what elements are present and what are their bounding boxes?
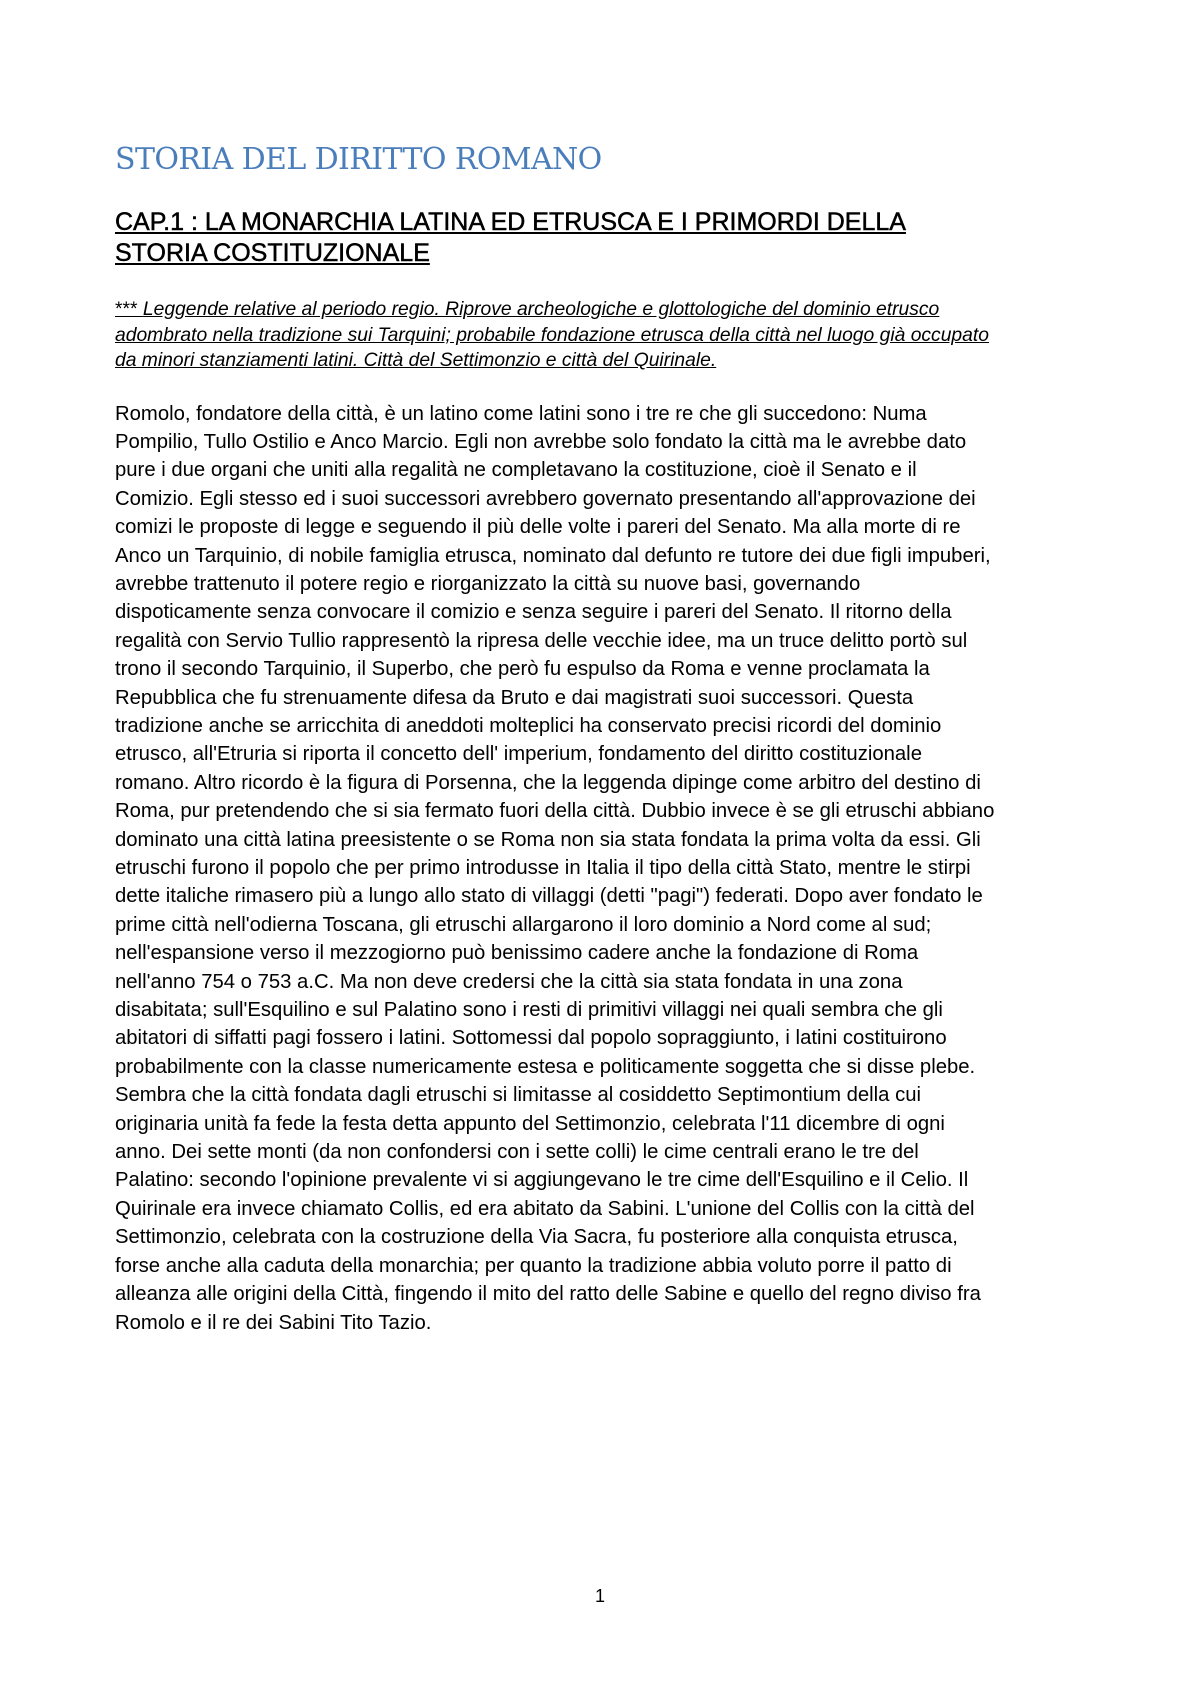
body-paragraph: Romolo, fondatore della città, è un latino come latini sono i tre re che gli succedono: Numa Pompilio, Tullo Ostilio e Anco Marcio. Egli non avrebbe solo fondato la città ma le avrebbe dato pure i due organi che uniti alla regalità ne completavano la costituzione, cioè il Senato e il Comizio. Egli stesso ed i suoi successori avrebbero governato presentando all'approvazione dei comizi le proposte di legge e seguendo il più delle volte i pareri del Senato. Ma alla morte di re Anco un Tarquinio, di nobile famiglia etrusca, nominato dal defunto re tutore dei due figli impuberi, avrebbe trattenuto il potere regio e riorganizzato la città su nuove basi, governando dispoticamente senza convocare il comizio e senza seguire i pareri del Senato. Il ritorno della regalità con Servio Tullio rappresentò la ripresa delle vecchie idee, ma un truce delitto portò sul trono il secondo Tarquinio, il Superbo, che però fu espulso da Roma e venne proclamata la Repubblica che fu strenuamente difesa da Bruto e dai magistrati suoi successori. Questa tradizione anche se arricchita di aneddoti molteplici ha conservato precisi ricordi del dominio etrusco, all'Etruria si riporta il concetto dell' imperium, fondamento del diritto costituzionale romano. Altro ricordo è la figura di Porsenna, che la leggenda dipinge come arbitro del destino di Roma, pur pretendendo che si sia fermato fuori della città. Dubbio invece è se gli etruschi abbiano dominato una città latina preesistente o se Roma non sia stata fondata la prima volta da essi. Gli etruschi furono il popolo che per primo introdusse in Italia il tipo della città Stato, mentre le stirpi dette italiche rimasero più a lungo allo stato di villaggi (detti "pagi") federati. Dopo aver fondato le prime città nell'odierna Toscana, gli etruschi allargarono il loro dominio a Nord come al sud; nell'espansione verso il mezzogiorno può benissimo cadere anche la fondazione di Roma nell'anno 754 o 753 a.C. Ma non deve credersi che la città sia stata fondata in una zona disabitata; sull'Esquilino e sul Palatino sono i resti di primitivi villaggi nei quali sembra che gli abitatori di siffatti pagi fossero i latini. Sottomessi dal popolo sopraggiunto, i latini costituirono probabilmente con la classe numericamente estesa e politicamente soggetta che si disse plebe. Sembra che la città fondata dagli etruschi si limitasse al cosiddetto Septimontium della cui originaria unità fa fede la festa detta appunto del Settimonzio, celebrata l'11 dicembre di ogni anno. Dei sette monti (da non confondersi con i sette colli) le cime centrali erano le tre del Palatino: secondo l'opinione prevalente vi si aggiungevano le tre cime dell'Esquilino e il Celio. Il Quirinale era invece chiamato Collis, ed era abitato da Sabini. L'unione del Collis con la città del Settimonzio, celebrata con la costruzione della Via Sacra, fu posteriore alla conquista etrusca, forse anche alla caduta della monarchia; per quanto la tradizione abbia voluto porre il patto di alleanza alle origini della Città, fingendo il mito del ratto delle Sabine e quello del regno diviso fra Romolo e il re dei Sabini Tito Tazio. — [115, 402, 995, 1334]
summary-marker: *** — [115, 299, 138, 320]
page-content — [115, 142, 995, 1337]
chapter-heading: CAP.1 : LA MONARCHIA LATINA ED ETRUSCA E I PRIMORDI DELLA STORIA COSTITUZIONALE — [115, 208, 906, 267]
page-number: 1 — [594, 1586, 605, 1606]
summary-text: Leggende relative al periodo regio. Riprove archeologiche e glottologiche del dominio etrusco adombrato nella tradizione sui Tarquini; probabile fondazione etrusca della città nel luogo già occupato da minori stanziamenti latini. Città del Settimonzio e città del Quirinale. — [115, 299, 989, 371]
document-title: STORIA DEL DIRITTO ROMANO — [115, 142, 602, 177]
chapter-summary — [115, 297, 995, 374]
